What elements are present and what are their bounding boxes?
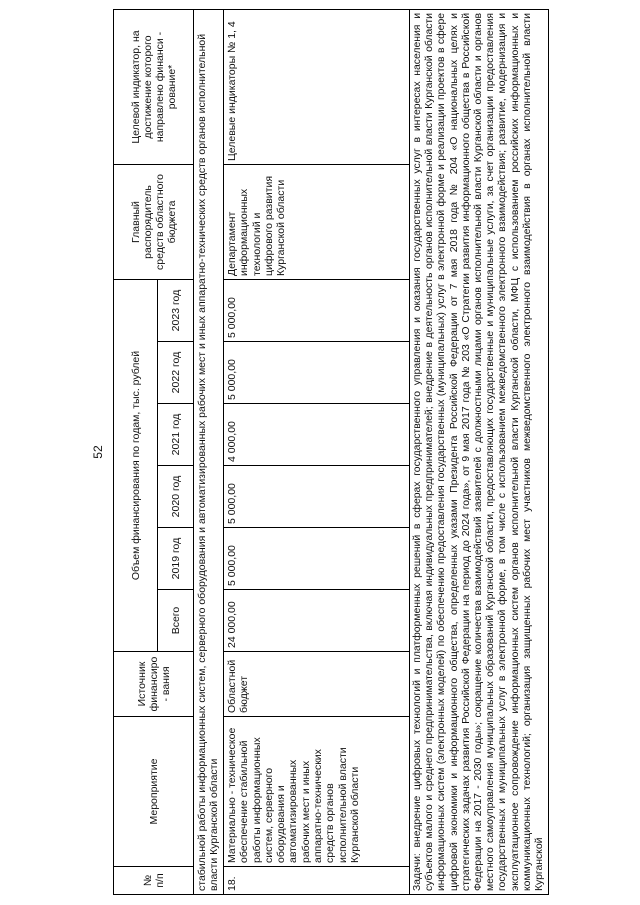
row-year-2022: 5 000,00 [224,342,410,404]
header-event: Мероприятие [114,717,194,867]
header-manager: Главный распорядитель средств областного бюджета [114,165,194,280]
rotated-table-sheet [113,10,613,895]
row-manager: Департамент информационных технологий и цифрового развития Курганской области [224,165,410,280]
header-year-2020: 2020 год [158,466,194,528]
section-title: стабильной работы информационных систем, серверного оборудования и автоматизированных рабочих мест и иных аппаратно-технических средств органов исполнительной власти Курганской области [194,10,224,895]
row-source: Областной бюджет [224,652,410,717]
row-year-2020: 5 000,00 [224,466,410,528]
tasks-text: Задачи: внедрение цифровых технологий и платформенных решений в сферах государственного управления и оказания государственных услуг в интересах населения и субъектов малого и среднего предпринимательства, включая индивидуальных предпринимателей; внедрение в деятельность органов исполнительной власти Курганской области информационных систем (электронных моделей) по обеспечению предоставления государственных (муниципальных) услуг в электронной форме и реализации проектов в сфере цифровой экономики и информационного общества, определенных указами Президента Российской Федерации от 7 мая 2018 года № 204 «О национальных целях и стратегических задачах развития Российской Федерации на период до 2024 года», от 9 мая 2017 года № 203 «О Стратегии развития информационного общества в Российской Федерации на 2017 - 2030 годы»; сокращение количества взаимодействий заявителей с должностными лицами органов исполнительной власти Курганской области и органов местного самоуправления муниципальных образований Курганской области, предоставляющих государственные и муниципальные услуги, за счет организации предоставления государственных и муниципальных услуг в электронной форме, в том числе с использованием межведомственного электронного взаимодействия; развитие, модернизация и эксплуатационное сопровождение информационных систем органов исполнительной власти Курганской области, МФЦ с использованием российских информационных и коммуникационных технологий; организация защищенных рабочих мест участников межведомственного электронного взаимодействия в органах исполнительной власти Курганской [410,10,549,895]
row-indicator: Целевые индикаторы № 1, 4 [224,10,410,165]
header-total: Всего [158,590,194,652]
row-num: 18. [224,867,410,895]
header-year-2019: 2019 год [158,528,194,590]
financing-table [113,9,549,895]
header-year-2022: 2022 год [158,342,194,404]
row-year-2019: 5 000,00 [224,528,410,590]
row-event: Материально - техническое обеспечение стабильной работы информационных систем, серверного оборудования и автоматизированных рабочих мест и иных аппаратно-технических средств органов исполнительной власти Курганской области [224,717,410,867]
header-indicator: Целевой индикатор, на достижение которого направлено финанси - рование* [114,10,194,165]
header-source: Источник финансиро - вания [114,652,194,717]
row-year-2021: 4 000,00 [224,404,410,466]
page-number: 52 [91,445,105,459]
row-total: 24 000,00 [224,590,410,652]
header-num: № п/п [114,867,194,895]
header-year-2023: 2023 год [158,280,194,342]
row-year-2023: 5 000,00 [224,280,410,342]
table-row [224,10,410,895]
header-volume: Объем финансирования по годам, тыс. рублей [114,280,158,652]
header-year-2021: 2021 год [158,404,194,466]
